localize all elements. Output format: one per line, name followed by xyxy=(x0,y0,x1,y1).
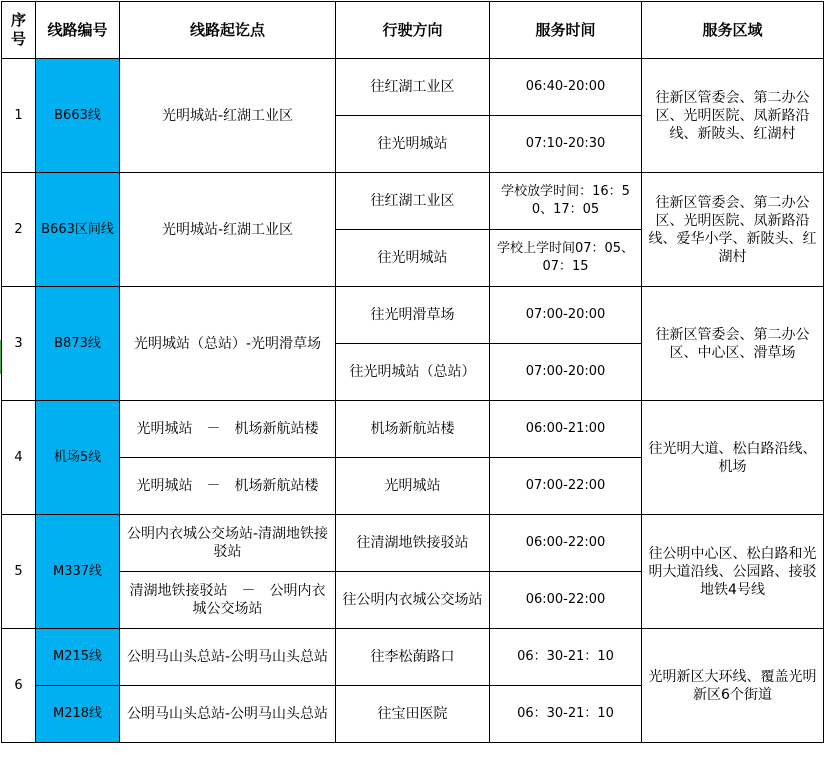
time-cell: 06：30-21：10 xyxy=(490,686,642,743)
table-row xyxy=(2,287,824,344)
endpoints-cell: 光明城站（总站）-光明滑草场 xyxy=(120,287,336,401)
table-row xyxy=(2,515,824,572)
header-row xyxy=(2,2,824,59)
time-cell: 06:00-21:00 xyxy=(490,401,642,458)
seq-cell: 3 xyxy=(2,287,36,401)
header-service-area: 服务区域 xyxy=(642,2,824,59)
line-cell: M218线 xyxy=(36,686,120,743)
header-line-no: 线路编号 xyxy=(36,2,120,59)
time-cell: 07:00-22:00 xyxy=(490,458,642,515)
time-cell: 07:10-20:30 xyxy=(490,116,642,173)
line-cell: 机场5线 xyxy=(36,401,120,515)
time-cell: 06:00-22:00 xyxy=(490,515,642,572)
line-cell: B873线 xyxy=(36,287,120,401)
endpoints-cell: 光明城站-红湖工业区 xyxy=(120,59,336,173)
line-cell: M215线 xyxy=(36,629,120,686)
direction-cell: 往宝田医院 xyxy=(336,686,490,743)
area-cell: 往新区管委会、第二办公区、光明医院、凤新路沿线、爱华小学、新陂头、红湖村 xyxy=(642,173,824,287)
time-cell: 06：30-21：10 xyxy=(490,629,642,686)
header-service-time: 服务时间 xyxy=(490,2,642,59)
table-row xyxy=(2,629,824,686)
direction-cell: 往红湖工业区 xyxy=(336,173,490,230)
endpoints-cell: 清湖地铁接驳站 － 公明内衣城公交场站 xyxy=(120,572,336,629)
line-cell: M337线 xyxy=(36,515,120,629)
header-direction: 行驶方向 xyxy=(336,2,490,59)
area-cell: 往新区管委会、第二办公区、光明医院、凤新路沿线、新陂头、红湖村 xyxy=(642,59,824,173)
time-cell: 06:40-20:00 xyxy=(490,59,642,116)
time-cell: 06:00-22:00 xyxy=(490,572,642,629)
header-seq: 序号 xyxy=(2,2,36,59)
seq-cell: 1 xyxy=(2,59,36,173)
seq-cell: 2 xyxy=(2,173,36,287)
table-row xyxy=(2,401,824,458)
area-cell: 往光明大道、松白路沿线、机场 xyxy=(642,401,824,515)
area-cell: 往新区管委会、第二办公区、中心区、滑草场 xyxy=(642,287,824,401)
time-cell: 学校放学时间：16：50、17：05 xyxy=(490,173,642,230)
header-endpoints: 线路起讫点 xyxy=(120,2,336,59)
endpoints-cell: 光明城站 － 机场新航站楼 xyxy=(120,401,336,458)
endpoints-cell: 公明马山头总站-公明马山头总站 xyxy=(120,629,336,686)
direction-cell: 往光明城站 xyxy=(336,230,490,287)
time-cell: 学校上学时间07：05、07：15 xyxy=(490,230,642,287)
seq-cell: 4 xyxy=(2,401,36,515)
direction-cell: 往红湖工业区 xyxy=(336,59,490,116)
direction-cell: 光明城站 xyxy=(336,458,490,515)
area-cell: 往公明中心区、松白路和光明大道沿线、公园路、接驳地铁4号线 xyxy=(642,515,824,629)
direction-cell: 往公明内衣城公交场站 xyxy=(336,572,490,629)
direction-cell: 往李松蓢路口 xyxy=(336,629,490,686)
table-row xyxy=(2,59,824,116)
table-row xyxy=(2,173,824,230)
direction-cell: 往光明滑草场 xyxy=(336,287,490,344)
time-cell: 07:00-20:00 xyxy=(490,287,642,344)
endpoints-cell: 公明内衣城公交场站-清湖地铁接驳站 xyxy=(120,515,336,572)
direction-cell: 往光明城站（总站） xyxy=(336,344,490,401)
time-cell: 07:00-20:00 xyxy=(490,344,642,401)
endpoints-cell: 光明城站 － 机场新航站楼 xyxy=(120,458,336,515)
seq-cell: 6 xyxy=(2,629,36,743)
line-cell: B663线 xyxy=(36,59,120,173)
line-cell: B663区间线 xyxy=(36,173,120,287)
endpoints-cell: 公明马山头总站-公明马山头总站 xyxy=(120,686,336,743)
bus-route-table xyxy=(1,1,824,743)
direction-cell: 机场新航站楼 xyxy=(336,401,490,458)
area-cell: 光明新区大环线、覆盖光明新区6个街道 xyxy=(642,629,824,743)
endpoints-cell: 光明城站-红湖工业区 xyxy=(120,173,336,287)
direction-cell: 往光明城站 xyxy=(336,116,490,173)
direction-cell: 往清湖地铁接驳站 xyxy=(336,515,490,572)
seq-cell: 5 xyxy=(2,515,36,629)
